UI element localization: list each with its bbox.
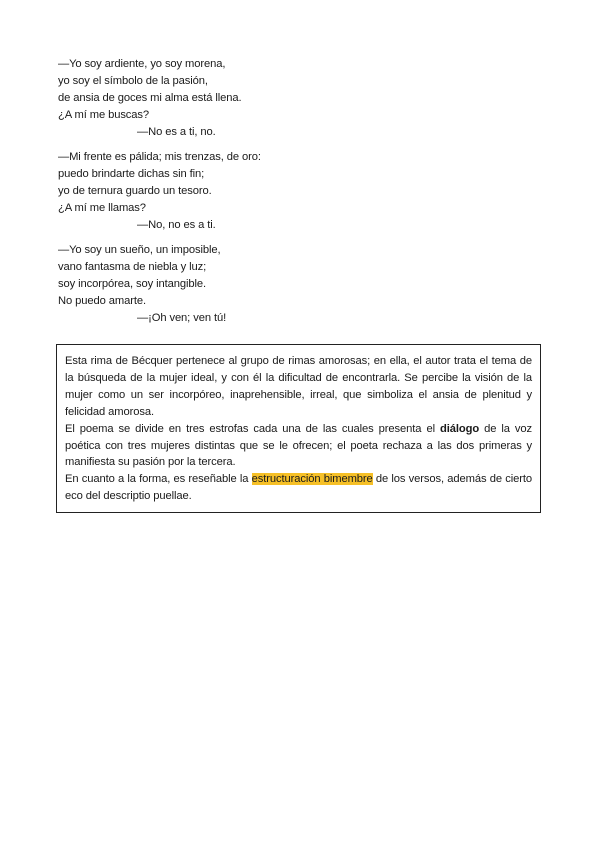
poem-line: —Mi frente es pálida; mis trenzas, de oro: <box>58 151 261 163</box>
poem-reply: —¡Oh ven; ven tú! <box>137 312 227 324</box>
bold-term-dialogo: diálogo <box>439 422 480 435</box>
commentary-paragraph-2 <box>65 421 532 472</box>
poem-line: de ansia de goces mi alma está llena. <box>58 92 242 104</box>
poem <box>58 56 358 335</box>
poem-stanza-3 <box>58 242 358 327</box>
commentary-text: El poema se divide en tres estrofas cada una de las cuales presenta el <box>65 422 440 435</box>
commentary-text: En cuanto a la forma, es reseñable la <box>65 473 252 486</box>
poem-reply: —No es a ti, no. <box>137 126 216 138</box>
poem-stanza-2 <box>58 149 358 234</box>
commentary-text: de los versos, además de cierto eco del descriptio puellae. <box>65 473 533 503</box>
poem-line: ¿A mí me buscas? <box>58 109 150 121</box>
poem-line: —Yo soy un sueño, un imposible, <box>58 244 221 256</box>
commentary-box <box>56 344 541 513</box>
commentary-text: Esta rima de Bécquer pertenece al grupo de rimas amorosas; en ella, el autor trata el tema de la búsqueda de la mujer ideal, y con él la dificultad de encontrarla. Se percibe la visión de la mujer como un ser incorpóreo, inaprehensible, irreal, que simboliza el ansia de plenitud y felicidad amorosa. <box>65 355 532 418</box>
highlighted-term: estructuración bimembre <box>251 473 373 486</box>
commentary-paragraph-3 <box>65 471 532 505</box>
poem-line: yo soy el símbolo de la pasión, <box>58 75 208 87</box>
poem-line: —Yo soy ardiente, yo soy morena, <box>58 58 226 70</box>
poem-stanza-1 <box>58 56 358 141</box>
poem-line: yo de ternura guardo un tesoro. <box>58 185 212 197</box>
poem-line: ¿A mí me llamas? <box>58 202 146 214</box>
poem-line: puedo brindarte dichas sin fin; <box>58 168 205 180</box>
poem-line: vano fantasma de niebla y luz; <box>58 261 207 273</box>
commentary-paragraph-1 <box>65 353 532 421</box>
poem-line: soy incorpórea, soy intangible. <box>58 278 207 290</box>
commentary-text: de la voz poética con tres mujeres distintas que se le ofrecen; el poeta rechaza a las dos primeras y manifiesta su pasión por la tercera. <box>65 422 532 469</box>
poem-line: No puedo amarte. <box>58 295 146 307</box>
poem-reply: —No, no es a ti. <box>137 219 216 231</box>
